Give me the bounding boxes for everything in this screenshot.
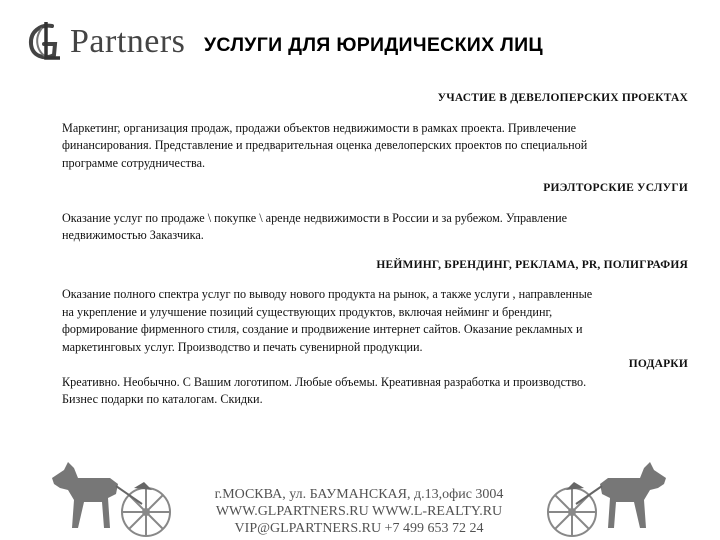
logo-text: Partners [70,23,186,60]
footer-contacts [214,486,504,537]
logo [22,18,186,66]
services-content [62,90,688,409]
text-line: Оказание полного спектра услуг по выводу нового продукта на рынок, а также услуги , направленные [62,287,593,301]
text-line: на укрепление и улучшение позиций существующих продуктов, включая нейминг и брендинг, [62,304,553,319]
text-line: формирование фирменного стиля, создание и продвижение интернет сайтов. Оказание рекламных и [62,322,583,336]
text-line: Бизнес подарки по каталогам. Скидки. [62,392,263,406]
page-title: УСЛУГИ ДЛЯ ЮРИДИЧЕСКИХ ЛИЦ [204,34,543,56]
footer-contact: VIP@GLPARTNERS.RU +7 499 653 72 24 [234,521,484,536]
section-text-branding [62,286,688,356]
footer-address: г.МОСКВА, ул. БАУМАНСКАЯ, д.13,офис 3004 [214,487,504,502]
horse-carriage-icon [38,448,178,540]
text-line: маркетинговых услуг. Производство и печать сувенирной продукции. [62,339,423,354]
text-line: программе сотрудничества. [62,155,206,170]
text-line: Креативно. Необычно. С Вашим логотипом. Любые объемы. Креативная разработка и производство. [62,374,587,389]
section-heading-gifts: ПОДАРКИ [628,358,688,370]
section-text-development [62,120,688,173]
text-line: недвижимостью Заказчика. [62,228,204,242]
text-line: Маркетинг, организация продаж, продажи объектов недвижимости в рамках проекта. Привлечение [62,120,577,135]
text-line: финансирования. Представление и предварительная оценка девелоперских проектов по специальной [62,138,588,152]
section-heading-realtor: РИЭЛТОРСКИЕ УСЛУГИ [543,182,688,194]
section-heading-branding: НЕЙМИНГ, БРЕНДИНГ, РЕКЛАМА, PR, ПОЛИГРАФИЯ [376,258,688,271]
section-heading-development: УЧАСТИЕ В ДЕВЕЛОПЕРСКИХ ПРОЕКТАХ [437,92,688,104]
footer-websites: WWW.GLPARTNERS.RU WWW.L-REALTY.RU [215,504,503,519]
logo-mark-icon [22,18,74,66]
text-line: Оказание услуг по продаже \ покупке \ аренде недвижимости в России и за рубежом. Управление [62,210,568,225]
section-text-realtor [62,210,688,245]
horse-carriage-icon [540,448,680,540]
section-text-gifts [62,374,688,409]
